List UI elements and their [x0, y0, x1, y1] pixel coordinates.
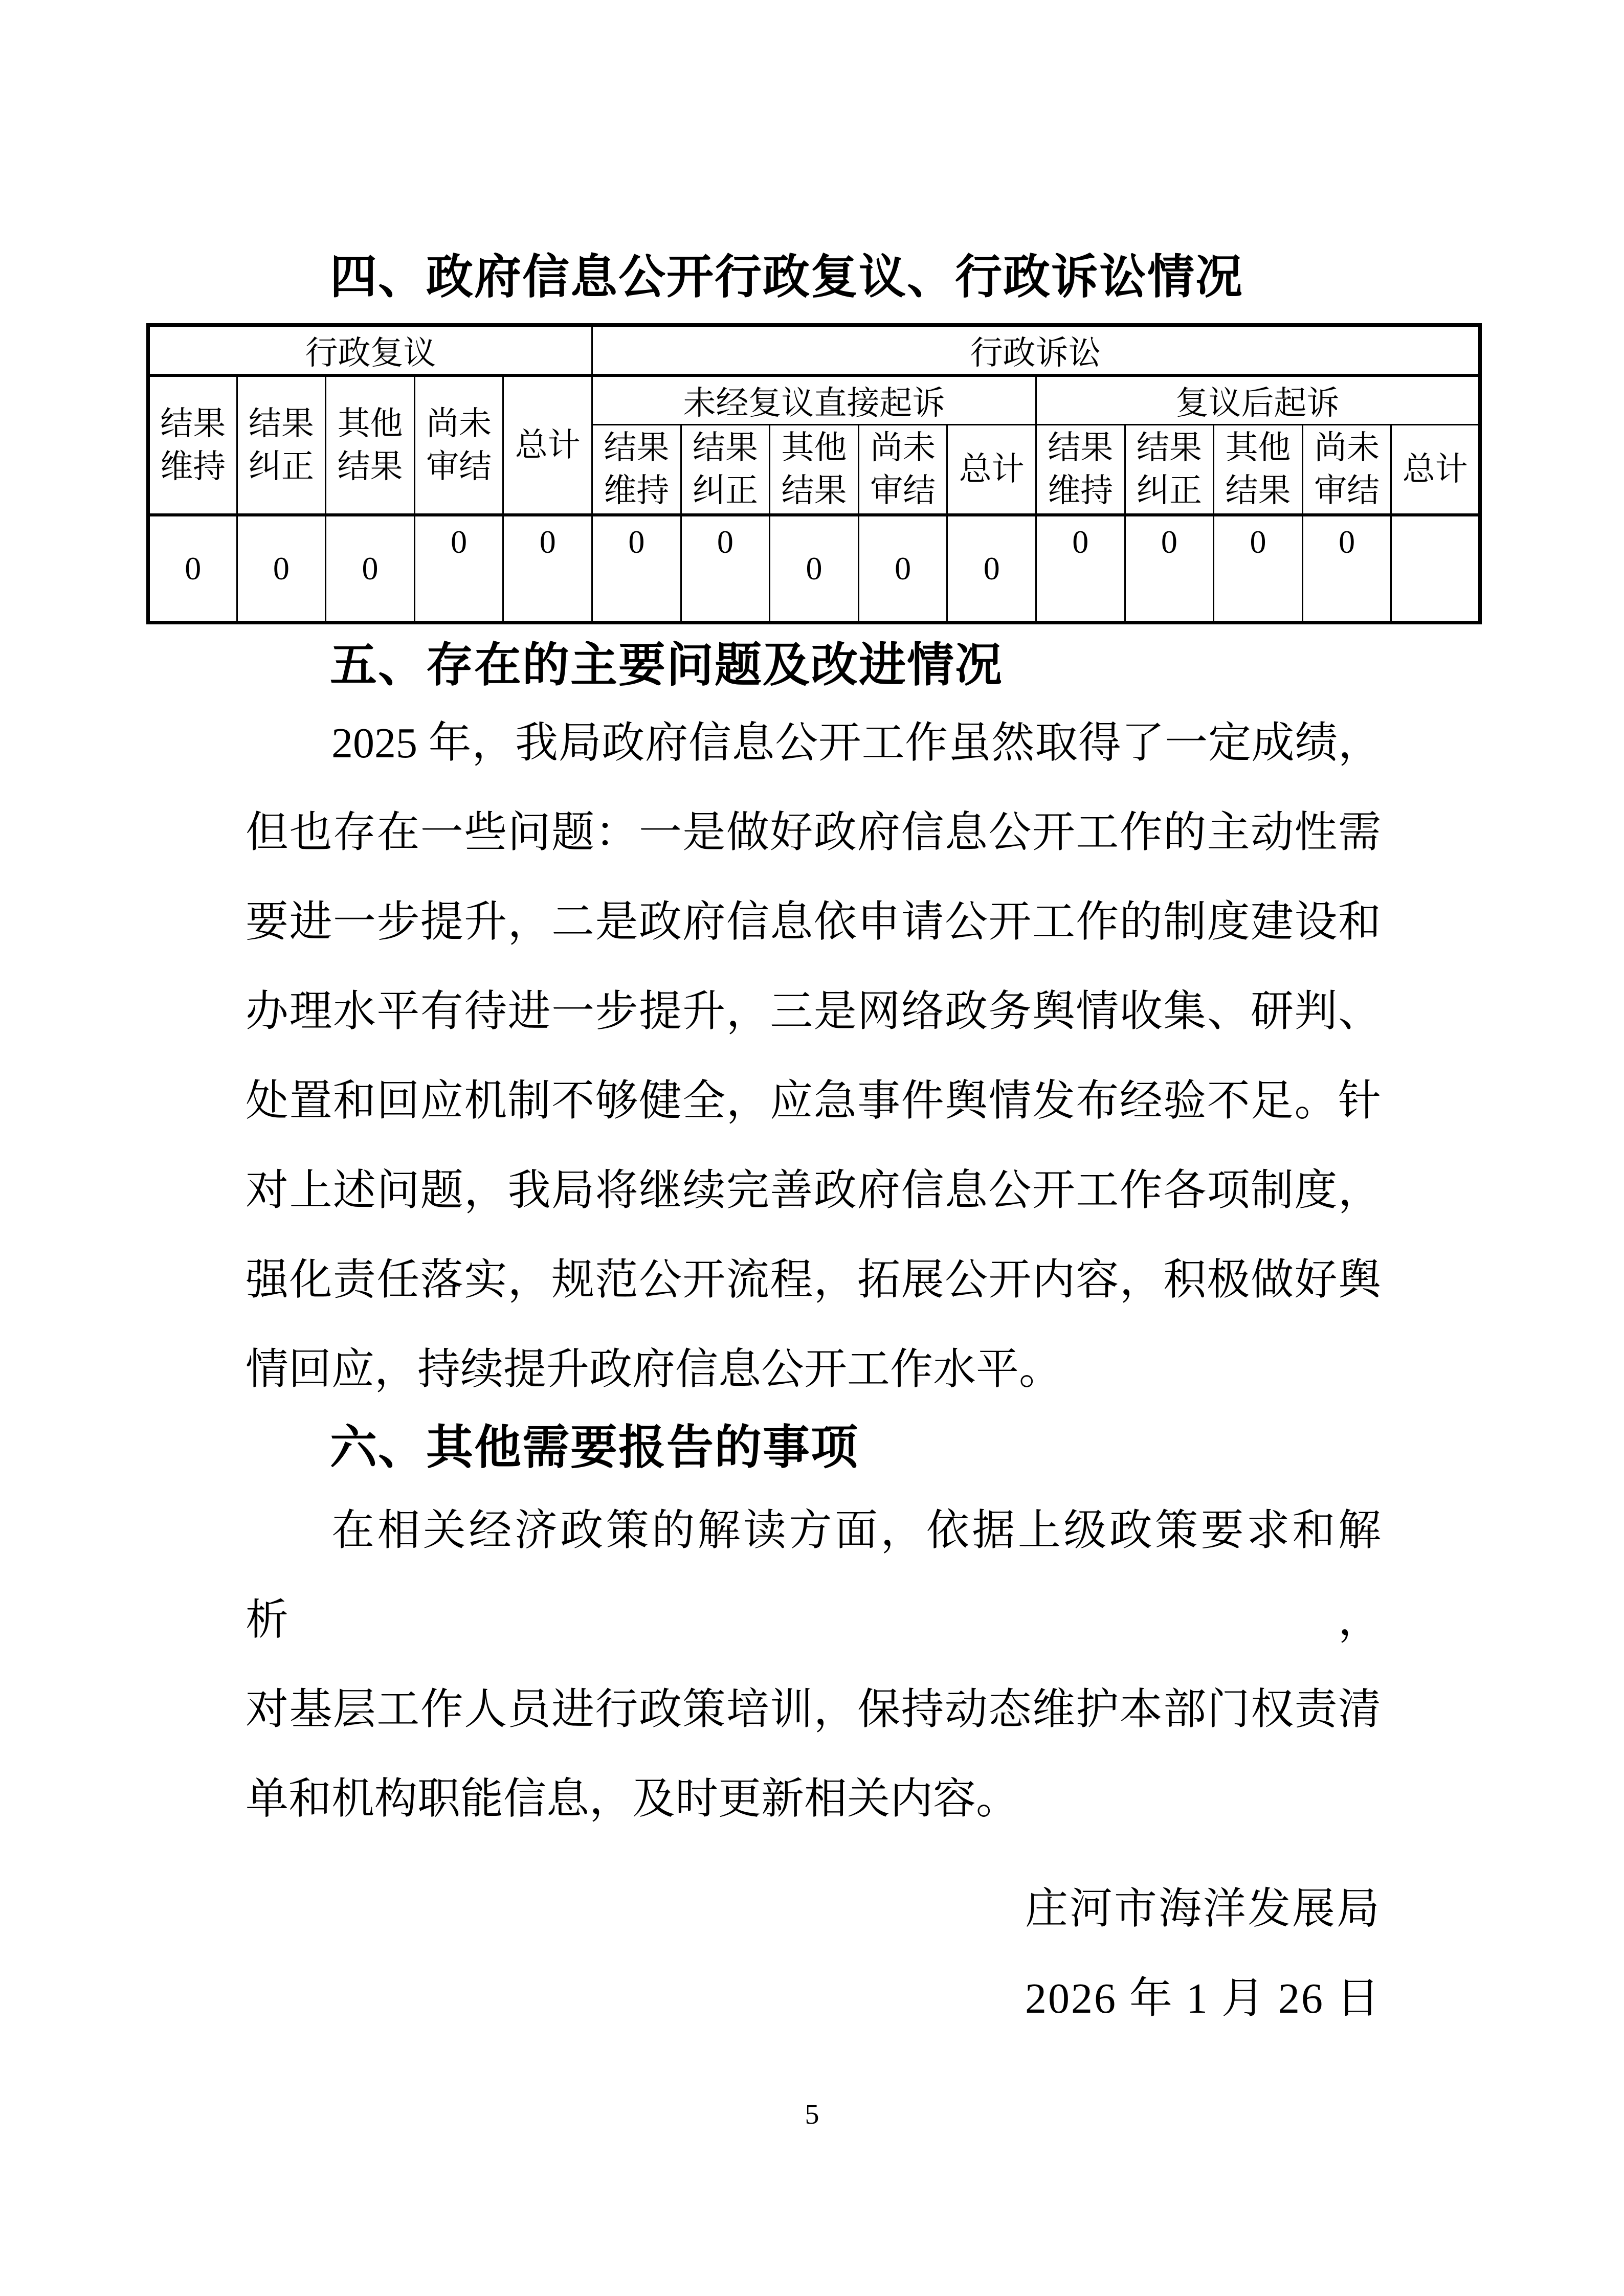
col-header-direct-pending: 尚未 审结 [858, 425, 947, 515]
col-header-review-total: 总计 [503, 375, 592, 515]
col-header-after-result-corrected: 结果 纠正 [1125, 425, 1214, 515]
paragraph-line: 要进一步提升，二是政府信息依申请公开工作的制度建设和 [246, 898, 1381, 946]
col-header-direct-result-corrected: 结果 纠正 [681, 425, 770, 515]
group-header-admin-litigation: 行政诉讼 [592, 325, 1480, 376]
section5-paragraph [246, 699, 1381, 1414]
paragraph-line: 强化责任落实，规范公开流程，拓展公开内容，积极做好舆 [246, 1256, 1381, 1304]
value-after-other-result: 0 [1214, 515, 1303, 623]
value-after-result-corrected: 0 [1125, 515, 1214, 623]
paragraph-line: 但也存在一些问题：一是做好政府信息公开工作的主动性需 [246, 809, 1381, 857]
signature-block [246, 1864, 1381, 2043]
value-review-other-result: 0 [326, 515, 415, 623]
paragraph-line: 处置和回应机制不够健全，应急事件舆情发布经验不足。针 [246, 1077, 1381, 1125]
col-header-direct-total: 总计 [947, 425, 1036, 515]
col-header-direct-result-upheld: 结果 维持 [592, 425, 681, 515]
col-header-after-pending: 尚未 审结 [1302, 425, 1391, 515]
document-content [160, 251, 1468, 2043]
value-after-total [1391, 515, 1480, 623]
value-after-pending: 0 [1302, 515, 1391, 623]
section6-paragraph [246, 1486, 1381, 1844]
table-data-row [148, 515, 1480, 623]
signature-organization: 庄河市海洋发展局 [1025, 1885, 1381, 1933]
value-direct-total: 0 [947, 515, 1036, 623]
paragraph-line: 单和机构职能信息，及时更新相关内容。 [246, 1775, 1019, 1823]
col-header-review-pending: 尚未 审结 [414, 375, 503, 515]
subgroup-header-suit-after-review: 复议后起诉 [1036, 375, 1480, 425]
signature-date: 2026 年 1 月 26 日 [1025, 1975, 1381, 2022]
col-header-direct-other-result: 其他 结果 [770, 425, 859, 515]
page-number: 5 [805, 2099, 819, 2130]
table-subgroup-header-row [148, 375, 1480, 425]
value-review-result-corrected: 0 [237, 515, 326, 623]
section4-heading: 四、政府信息公开行政复议、行政诉讼情况 [330, 251, 1244, 303]
subgroup-header-direct-suit: 未经复议直接起诉 [592, 375, 1036, 425]
value-review-pending: 0 [414, 515, 503, 623]
section6-heading: 六、其他需要报告的事项 [330, 1422, 859, 1474]
value-direct-result-corrected: 0 [681, 515, 770, 623]
value-direct-pending: 0 [858, 515, 947, 623]
paragraph-line: 2025 年，我局政府信息公开工作虽然取得了一定成绩， [331, 719, 1381, 767]
col-header-review-other-result: 其他 结果 [326, 375, 415, 515]
value-review-result-upheld: 0 [148, 515, 237, 623]
section5-heading: 五、存在的主要问题及改进情况 [330, 639, 1004, 691]
paragraph-line: 对上述问题，我局将继续完善政府信息公开工作各项制度， [246, 1167, 1381, 1214]
col-header-review-result-corrected: 结果 纠正 [237, 375, 326, 515]
paragraph-line: 在相关经济政策的解读方面，依据上级政策要求和解析， [246, 1507, 1381, 1644]
value-direct-other-result: 0 [770, 515, 859, 623]
paragraph-line: 办理水平有待进一步提升，三是网络政务舆情收集、研判、 [246, 988, 1381, 1036]
value-review-total: 0 [503, 515, 592, 623]
col-header-after-result-upheld: 结果 维持 [1036, 425, 1125, 515]
paragraph-line: 情回应，持续提升政府信息公开工作水平。 [246, 1346, 1062, 1393]
value-after-result-upheld: 0 [1036, 515, 1125, 623]
col-header-review-result-upheld: 结果 维持 [148, 375, 237, 515]
col-header-after-other-result: 其他 结果 [1214, 425, 1303, 515]
value-direct-result-upheld: 0 [592, 515, 681, 623]
review-litigation-table [146, 323, 1482, 624]
col-header-after-total: 总计 [1391, 425, 1480, 515]
group-header-admin-review: 行政复议 [148, 325, 592, 376]
paragraph-line: 对基层工作人员进行政策培训，保持动态维护本部门权责清 [246, 1686, 1381, 1734]
table-group-header-row [148, 325, 1480, 376]
